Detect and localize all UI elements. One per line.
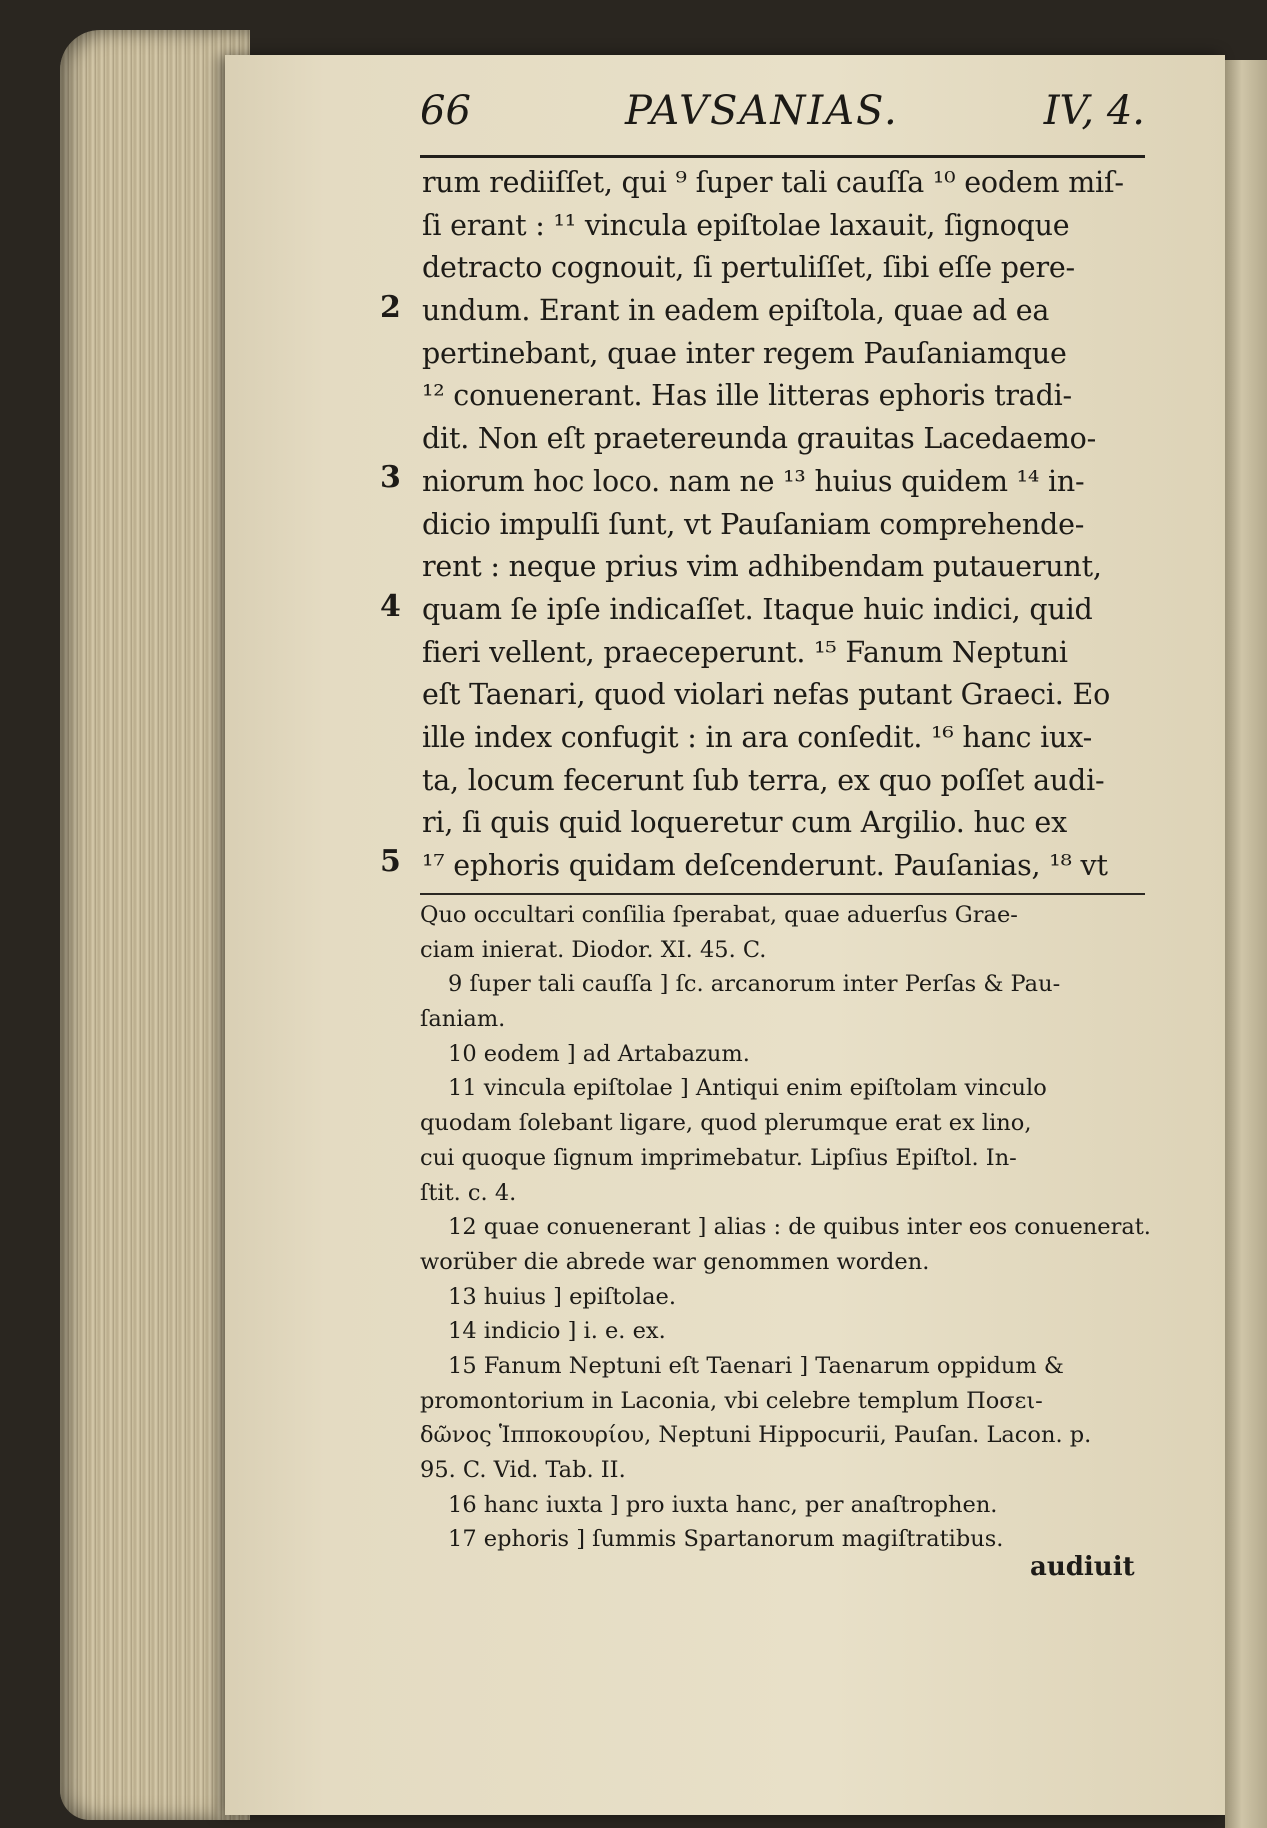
footnote-line: promontorium in Laconia, vbi celebre templum Ποσει- bbox=[420, 1387, 1043, 1414]
text-line: dicio impulſi ſunt, vt Pauſaniam comprehende- bbox=[422, 507, 1085, 541]
footnote-line: Quo occultari conſilia ſperabat, quae aduerſus Grae- bbox=[420, 902, 1018, 928]
footnote-line: δῶνος Ἱπποκουρίου, Neptuni Hippocurii, Pauſan. Lacon. p. bbox=[420, 1422, 1092, 1449]
footnote-line: 95. C. Vid. Tab. II. bbox=[420, 1457, 626, 1483]
footnote-line: 13 huius ] epiſtolae. bbox=[448, 1283, 676, 1310]
margin-number: 4 bbox=[380, 589, 401, 624]
text-line: pertinebant, quae inter regem Pauſaniamque bbox=[422, 336, 1067, 370]
footnote-line: 9 ſuper tali cauſſa ] ſc. arcanorum inter Perſas & Pau- bbox=[448, 971, 1061, 998]
running-title: PAVSANIAS. bbox=[625, 88, 899, 134]
footnote-line: worüber die abrede war genommen worden. bbox=[420, 1248, 930, 1275]
footnote-line: 11 vincula epiſtolae ] Antiqui enim epiſtolam vinculo bbox=[448, 1075, 1047, 1102]
footnote-line: ſaniam. bbox=[420, 1006, 506, 1033]
facing-page-edge bbox=[1225, 60, 1267, 1828]
footnote-line: 10 eodem ] ad Artabazum. bbox=[448, 1040, 750, 1067]
text-line: quam ſe ipſe indicaſſet. Itaque huic indici, quid bbox=[422, 592, 1093, 626]
footnote-line: quodam ſolebant ligare, quod plerumque erat ex lino, bbox=[420, 1110, 1032, 1137]
footnote-line: 16 hanc iuxta ] pro iuxta hanc, per anaſtrophen. bbox=[448, 1491, 998, 1518]
footnote-line: 15 Fanum Neptuni eſt Taenari ] Taenarum oppidum & bbox=[448, 1352, 1064, 1379]
footnote-line: 12 quae conuenerant ] alias : de quibus inter eos conuenerat. bbox=[448, 1214, 1151, 1241]
text-line: detracto cognouit, ſi pertuliſſet, ſibi eſſe pere- bbox=[422, 251, 1075, 285]
text-line: fieri vellent, praeceperunt. ¹⁵ Fanum Neptuni bbox=[422, 635, 1068, 669]
text-line: dit. Non eſt praetereunda grauitas Lacedaemo- bbox=[422, 422, 1097, 456]
text-line: ſi erant : ¹¹ vincula epiſtolae laxauit, ſignoque bbox=[422, 208, 1070, 242]
page-header bbox=[420, 88, 1145, 148]
main-text bbox=[422, 162, 1152, 888]
margin-number: 2 bbox=[380, 290, 401, 325]
text-line: niorum hoc loco. nam ne ¹³ huius quidem ¹⁴ in- bbox=[422, 464, 1085, 498]
section-number: IV, 4. bbox=[1043, 88, 1145, 134]
footnote-line: ciam inierat. Diodor. XI. 45. C. bbox=[420, 936, 767, 963]
text-line: ¹⁷ ephoris quidam deſcenderunt. Pauſanias, ¹⁸ vt bbox=[422, 849, 1108, 882]
margin-number: 5 bbox=[380, 844, 401, 879]
footnote-line: cui quoque ſignum imprimebatur. Lipſius Epiſtol. In- bbox=[420, 1144, 1017, 1171]
page-stack-edge bbox=[60, 30, 250, 1820]
margin-number: 3 bbox=[380, 460, 401, 495]
text-line: eſt Taenari, quod violari nefas putant Graeci. Eo bbox=[422, 678, 1111, 712]
text-line: ta, locum fecerunt ſub terra, ex quo poſſet audi- bbox=[422, 763, 1105, 797]
text-line: undum. Erant in eadem epiſtola, quae ad ea bbox=[422, 294, 1050, 328]
text-line: ille index confugit : in ara conſedit. ¹⁶ hanc iux- bbox=[422, 720, 1093, 754]
footnote-line: ſtit. c. 4. bbox=[420, 1179, 517, 1206]
text-line: ¹² conuenerant. Has ille litteras ephoris tradi- bbox=[422, 379, 1072, 413]
text-line: rent : neque prius vim adhibendam putauerunt, bbox=[422, 550, 1102, 584]
text-line: rum rediiſſet, qui ⁹ ſuper tali cauſſa ¹⁰ eodem miſ- bbox=[422, 166, 1124, 199]
footnote-divider bbox=[420, 893, 1145, 895]
header-rule bbox=[420, 155, 1145, 158]
footnotes bbox=[420, 898, 1150, 1557]
text-line: ri, ſi quis quid loqueretur cum Argilio. huc ex bbox=[422, 806, 1067, 840]
page-number: 66 bbox=[420, 88, 471, 134]
footnote-line: 17 ephoris ] ſummis Spartanorum magiſtratibus. bbox=[448, 1526, 1004, 1553]
catchword: audiuit bbox=[1030, 1552, 1135, 1582]
footnote-line: 14 indicio ] i. e. ex. bbox=[448, 1318, 666, 1345]
